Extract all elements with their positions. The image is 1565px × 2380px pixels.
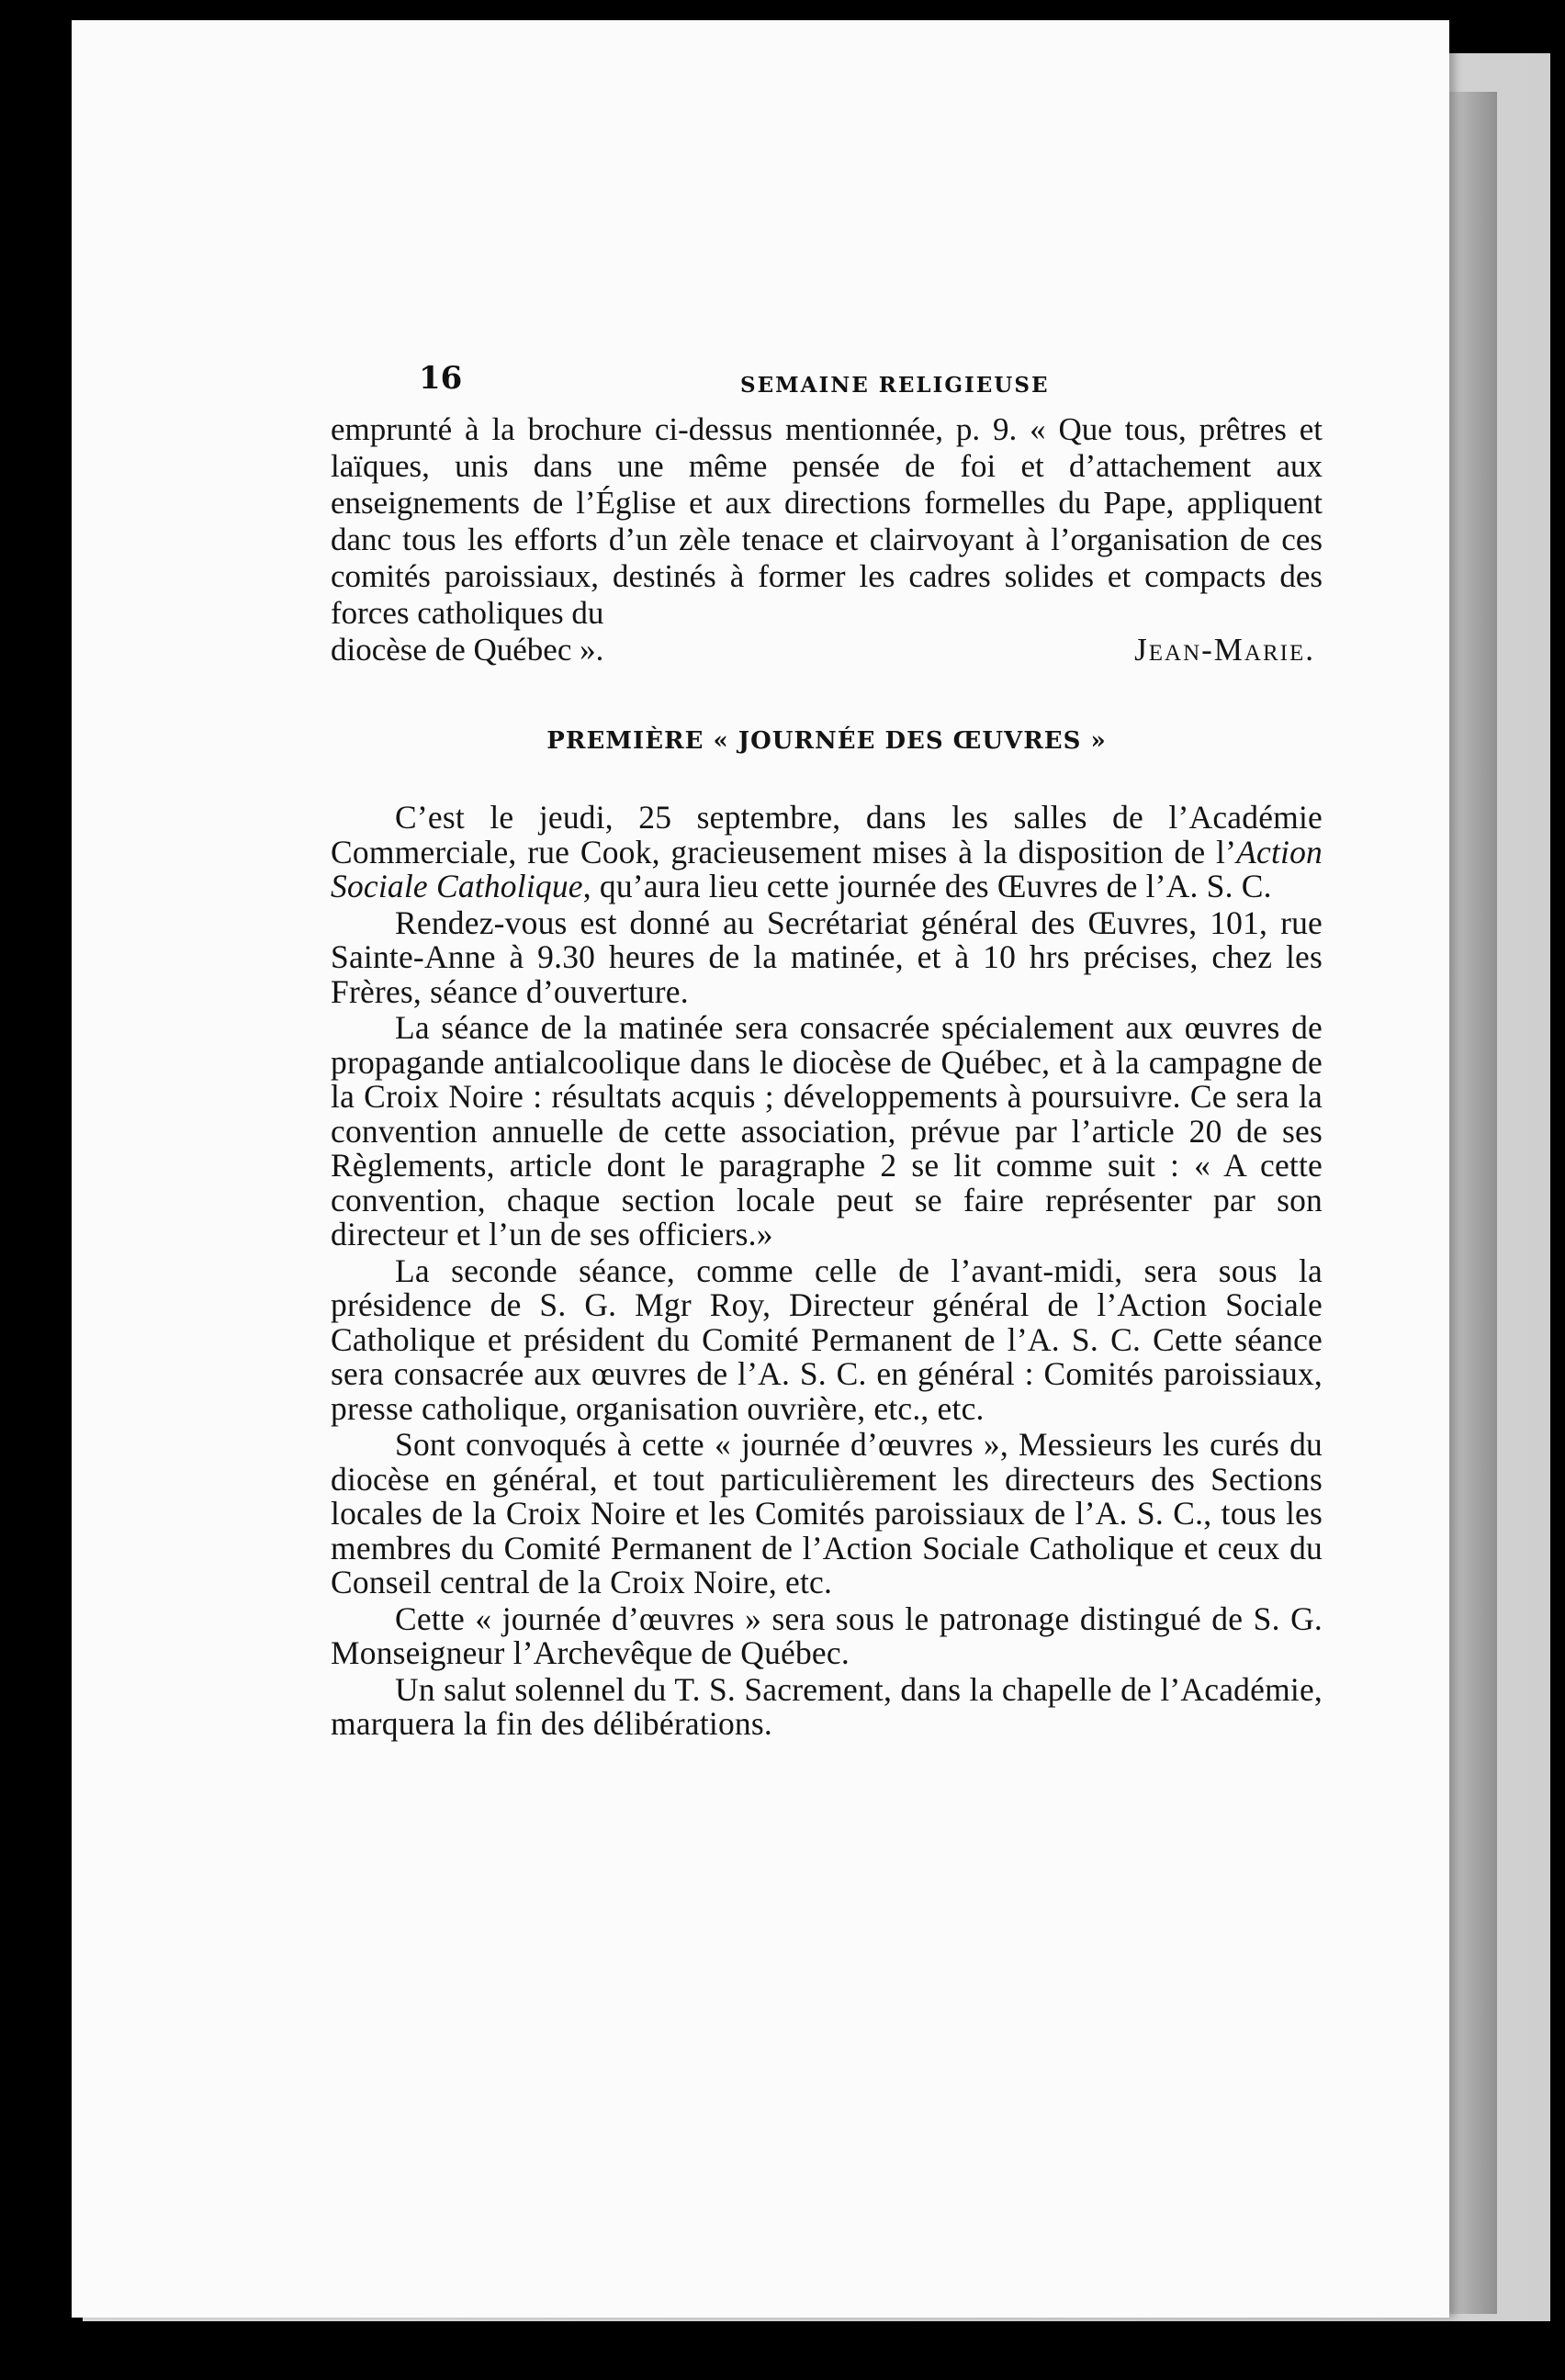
paragraph-1-end: , qu’aura lieu cette journée des Œuvres de l’A. S. C. [582, 868, 1272, 904]
page-number: 16 [419, 360, 463, 397]
running-title: SEMAINE RELIGIEUSE [740, 373, 1050, 398]
paragraph-1 [331, 801, 1323, 904]
paragraph-1-italic: Action Sociale Catholique [331, 833, 1323, 904]
paragraph-2: Rendez-vous est donné au Secrétariat général des Œuvres, 101, rue Sainte-Anne à 9.30 heures de la matinée, et à 10 hrs précises, chez les Frères, séance d’ouverture. [331, 904, 1323, 1010]
paragraph-5: Sont convoqués à cette « journée d’œuvres », Messieurs les curés du diocèse en général, et tout particulièrement les directeurs des Sections locales de la Croix Noire et les Comités paroissiaux de l’A. S. C., tous les membres du Comité Permanent de l’Action Sociale Catholique et ceux du Conseil central de la Croix Noire, etc. [331, 1426, 1323, 1600]
paragraph-3: La séance de la matinée sera consacrée spécialement aux œuvres de propagande antialcoolique dans le diocèse de Québec, et à la campagne de la Croix Noire : résultats acquis ; développements à poursuivre. Ce sera la convention annuelle de cette association, prévue par l’article 20 de ses Règlements, article dont le paragraphe 2 se lit comme suit : « A cette convention, chaque section locale peut se faire représenter par son directeur et l’un de ses officiers.» [331, 1009, 1323, 1252]
paragraph-4: La seconde séance, comme celle de l’avant-midi, sera sous la présidence de S. G. Mgr Roy, Directeur général de l’Action Sociale Catholique et président du Comité Permanent de l’A. S. C. Cette séance sera consacrée aux œuvres de l’A. S. C. en général : Comités paroissiaux, presse catholique, organisation ouvrière, etc., etc. [331, 1252, 1323, 1427]
intro-last-line: diocèse de Québec ». [331, 632, 604, 668]
section-title: PREMIÈRE « JOURNÉE DES ŒUVRES » [546, 727, 1107, 755]
intro-paragraph [331, 411, 1323, 668]
page-body [331, 411, 1323, 1742]
author-signature: Jean-Marie. [1134, 632, 1315, 668]
paragraph-7: Un salut solennel du T. S. Sacrement, dans la chapelle de l’Académie, marquera la fin des délibérations. [331, 1670, 1323, 1742]
paragraph-6: Cette « journée d’œuvres » sera sous le patronage distingué de S. G. Monseigneur l’Archevêque de Québec. [331, 1600, 1323, 1671]
signature-line [331, 632, 1323, 668]
paragraph-1-start: C’est le jeudi, 25 septembre, dans les salles de l’Académie Commerciale, rue Cook, gracieusement mises à la disposition de l’ [331, 799, 1323, 870]
page-header [419, 360, 1392, 406]
section-body [331, 801, 1323, 1742]
intro-text: emprunté à la brochure ci-dessus mentionnée, p. 9. « Que tous, prêtres et laïques, unis dans une même pensée de foi et d’attachement aux enseignements de l’Église et aux directions formelles du Pape, appliquent danc tous les efforts d’un zèle tenace et clairvoyant à l’organisation de ces comités paroissiaux, destinés à former les cadres solides et compacts des forces catholiques du [331, 411, 1323, 631]
scan-border [1552, 0, 1565, 2380]
